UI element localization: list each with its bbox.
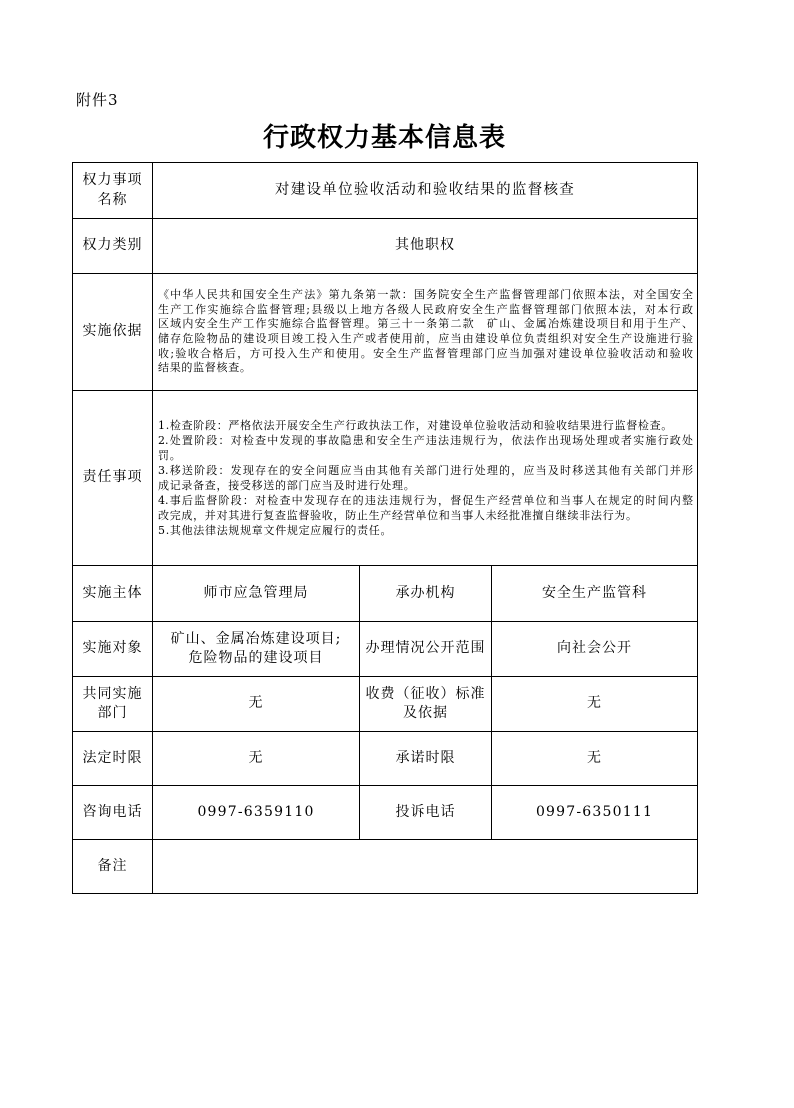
row-time-limit xyxy=(73,732,698,786)
handling-org-value: 安全生产监管科 xyxy=(492,566,698,622)
disclosure-value: 向社会公开 xyxy=(492,622,698,677)
duty-line: 成记录备查，接受移送的部门应当及时进行处理。 xyxy=(158,479,416,492)
basis-line: 结果的监督核查。 xyxy=(158,361,252,375)
joint-label xyxy=(73,677,153,732)
promised-time-limit-label: 承诺时限 xyxy=(360,732,492,786)
duty-item xyxy=(158,418,693,433)
duty-line: 2.处置阶段：对检查中发现的事故隐患和安全生产违法违规行为，依法作出现场处理或者实施行政处 xyxy=(158,434,693,447)
basis-label: 实施依据 xyxy=(73,274,153,391)
legal-time-limit-value: 无 xyxy=(153,732,360,786)
duties-list xyxy=(153,391,698,566)
power-name-value: 对建设单位验收活动和验收结果的监督核查 xyxy=(153,163,698,219)
target-label: 实施对象 xyxy=(73,622,153,677)
target-value-line: 矿山、金属冶炼建设项目; xyxy=(170,630,342,647)
power-category-value: 其他职权 xyxy=(153,219,698,274)
page-title: 行政权力基本信息表 xyxy=(262,123,506,153)
basis-line: 区域内安全生产工作实施综合监督管理。第三十一条第二款 矿山、金属冶炼建设项目和用于生产、 xyxy=(158,317,693,331)
duty-line: 罚。 xyxy=(158,449,182,462)
complaint-phone-value: 0997-6350111 xyxy=(492,786,698,840)
legal-time-limit-label: 法定时限 xyxy=(73,732,153,786)
duty-line: 改完成，并对其进行复查监督验收，防止生产经营单位和当事人未经批准擅自继续非法行为。 xyxy=(158,509,638,522)
consult-phone-value: 0997-6359110 xyxy=(153,786,360,840)
row-remarks xyxy=(73,840,698,894)
subject-value: 师市应急管理局 xyxy=(153,566,360,622)
duty-line: 3.移送阶段：发现存在的安全问题应当由其他有关部门进行处理的，应当及时移送其他有关部门并形 xyxy=(158,464,693,477)
row-duties xyxy=(73,391,698,566)
duty-line: 4.事后监督阶段：对检查中发现存在的违法违规行为，督促生产经营单位和当事人在规定的时间内整 xyxy=(158,494,693,507)
row-power-category xyxy=(73,219,698,274)
duty-line: 1.检查阶段：严格依法开展安全生产行政执法工作，对建设单位验收活动和验收结果进行监督检查。 xyxy=(158,419,673,432)
duties-label: 责任事项 xyxy=(73,391,153,566)
duty-item xyxy=(158,463,693,493)
complaint-phone-label: 投诉电话 xyxy=(360,786,492,840)
power-name-label xyxy=(73,163,153,219)
row-basis xyxy=(73,274,698,391)
consult-phone-label: 咨询电话 xyxy=(73,786,153,840)
joint-label-line: 部门 xyxy=(97,705,128,721)
duty-line: 5.其他法律法规规章文件规定应履行的责任。 xyxy=(158,524,393,537)
fee-label-line: 收费（征收）标准 xyxy=(365,685,486,702)
joint-label-line: 共同实施 xyxy=(82,685,143,702)
remarks-value xyxy=(153,840,698,894)
duty-item xyxy=(158,493,693,523)
fee-label-line: 及依据 xyxy=(403,705,448,721)
power-name-label-line: 名称 xyxy=(97,191,128,208)
row-target xyxy=(73,622,698,677)
basis-line: 收;验收合格后，方可投入生产和使用。安全生产监督管理部门应当加强对建设单位验收活动和验收 xyxy=(158,346,693,360)
fee-value: 无 xyxy=(492,677,698,732)
promised-time-limit-value: 无 xyxy=(492,732,698,786)
subject-label: 实施主体 xyxy=(73,566,153,622)
basis-line: 生产工作实施综合监督管理;县级以上地方各级人民政府安全生产监督管理部门依照本法，对本行政 xyxy=(158,302,693,316)
basis-text xyxy=(153,274,698,391)
row-subject xyxy=(73,566,698,622)
info-table xyxy=(72,162,698,894)
joint-value: 无 xyxy=(153,677,360,732)
basis-line: 储存危险物品的建设项目竣工投入生产或者使用前，应当由建设单位负责组织对安全生产设施进行验 xyxy=(158,332,693,345)
attachment-label: 附件3 xyxy=(76,91,119,109)
row-power-name xyxy=(73,163,698,219)
duty-item xyxy=(158,523,693,538)
duty-item xyxy=(158,433,693,463)
row-contact xyxy=(73,786,698,840)
power-category-label: 权力类别 xyxy=(73,219,153,274)
remarks-label: 备注 xyxy=(73,840,153,894)
target-value xyxy=(153,622,360,677)
row-joint xyxy=(73,677,698,732)
handling-org-label: 承办机构 xyxy=(360,566,492,622)
power-name-label-line: 权力事项 xyxy=(82,172,143,188)
fee-label xyxy=(360,677,492,732)
basis-line: 《中华人民共和国安全生产法》第九条第一款：国务院安全生产监督管理部门依照本法，对全国安全 xyxy=(158,287,693,301)
target-value-line: 危险物品的建设项目 xyxy=(188,650,324,666)
disclosure-label: 办理情况公开范围 xyxy=(360,622,492,677)
